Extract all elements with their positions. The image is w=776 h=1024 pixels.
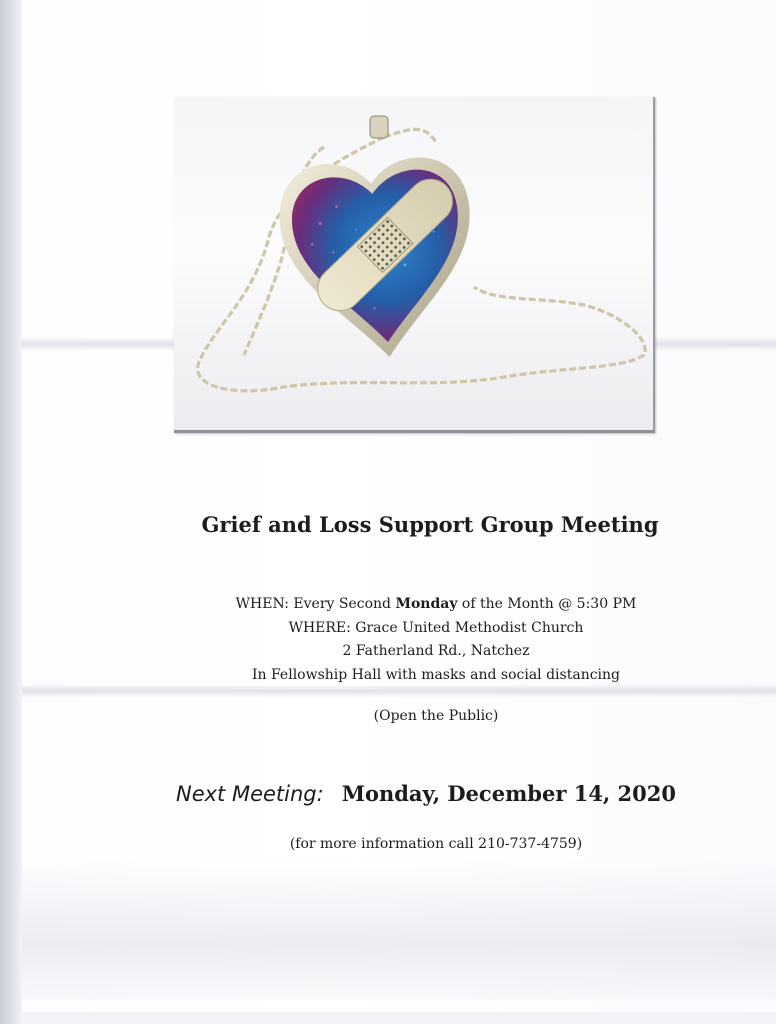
flyer-title: Grief and Loss Support Group Meeting: [201, 512, 659, 537]
hall-line: In Fellowship Hall with masks and social distancing: [251, 666, 621, 683]
heart-pendant-photo: [174, 97, 655, 433]
scan-shadow: [22, 860, 776, 1000]
next-meeting-label: Next Meeting:: [176, 782, 324, 806]
scanner-edge: [0, 0, 24, 1024]
when-label: WHEN:: [235, 596, 289, 612]
next-meeting-date: Monday, December 14, 2020: [341, 781, 676, 806]
heart-pendant: [274, 150, 484, 367]
when-day: Monday: [395, 596, 458, 612]
open-to-public-note: (Open the Public): [373, 708, 499, 724]
when-text: Every Second: [293, 596, 396, 612]
meeting-details: [48, 593, 776, 687]
contact-info: (for more information call 210-737-4759): [289, 836, 583, 852]
next-meeting: [176, 781, 676, 806]
when-line: [48, 593, 776, 617]
when-time: of the Month @ 5:30 PM: [457, 596, 637, 612]
where-line: WHERE: Grace United Methodist Church: [288, 619, 584, 636]
address-line: 2 Fatherland Rd., Natchez: [342, 643, 530, 659]
